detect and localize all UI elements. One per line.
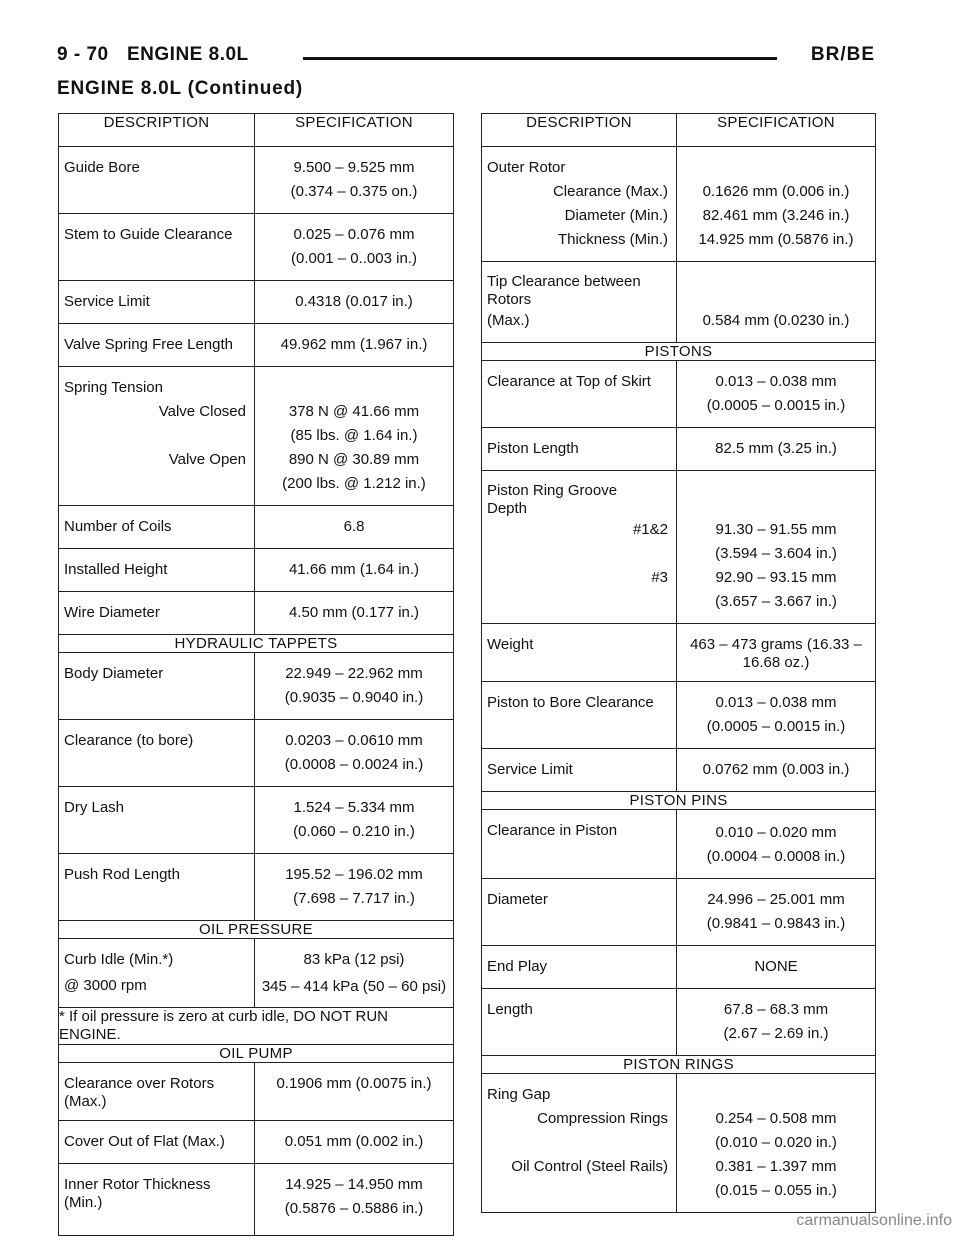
- row-value: (0.9841 – 0.9843 in.): [706, 915, 846, 932]
- table-row: [59, 1164, 454, 1236]
- note-row: [59, 1008, 454, 1045]
- col-header-description: DESCRIPTION: [482, 114, 677, 147]
- row-value: 24.996 – 25.001 mm: [707, 891, 845, 908]
- row-label: Wire Diameter: [64, 604, 160, 621]
- row-value: 91.30 – 91.55 mm: [715, 521, 837, 538]
- row-value: 14.925 – 14.950 mm: [285, 1176, 423, 1193]
- row-value: 463 – 473 grams (16.33 – 16.68 oz.): [690, 636, 862, 671]
- table-row: [59, 653, 454, 720]
- row-sublabel: #3: [651, 569, 668, 586]
- table-row: [482, 262, 876, 343]
- row-value: 0.0762 mm (0.003 in.): [702, 761, 850, 778]
- section-heading: OIL PUMP: [59, 1045, 454, 1063]
- table-row: [482, 879, 876, 946]
- row-sublabel: Oil Control (Steel Rails): [511, 1158, 668, 1175]
- row-label: Tip Clearance between Rotors: [487, 273, 641, 308]
- row-value: 82.461 mm (3.246 in.): [702, 207, 850, 224]
- page-header: [57, 44, 875, 72]
- row-label: Length: [487, 1001, 533, 1018]
- table-row: [59, 1121, 454, 1164]
- row-label: Ring Gap: [487, 1086, 551, 1103]
- row-value: (0.001 – 0..003 in.): [291, 250, 417, 267]
- row-sublabel: Clearance (Max.): [552, 183, 668, 200]
- row-value: 82.5 mm (3.25 in.): [715, 440, 837, 457]
- table-row: [482, 946, 876, 989]
- section-title: ENGINE 8.0L: [127, 44, 249, 65]
- row-sublabel: Compression Rings: [537, 1110, 668, 1127]
- section-heading: PISTON RINGS: [482, 1056, 876, 1074]
- table-row: [482, 682, 876, 749]
- row-value: 22.949 – 22.962 mm: [285, 665, 423, 682]
- row-label: Piston to Bore Clearance: [487, 694, 654, 711]
- row-value: 0.010 – 0.020 mm: [715, 824, 837, 841]
- row-value: (0.060 – 0.210 in.): [293, 823, 415, 840]
- spec-table-left: [58, 113, 454, 1236]
- row-value: 0.025 – 0.076 mm: [293, 226, 415, 243]
- table-row: [482, 989, 876, 1056]
- oil-pressure-note: * If oil pressure is zero at curb idle, DO NOT RUN ENGINE.: [59, 1008, 454, 1045]
- row-value: 345 – 414 kPa (50 – 60 psi): [261, 978, 447, 995]
- table-row: [59, 592, 454, 635]
- table-row: [59, 974, 454, 1008]
- row-label: Installed Height: [64, 561, 168, 578]
- col-header-specification: SPECIFICATION: [677, 114, 876, 147]
- row-value: 0.0203 – 0.0610 mm: [285, 732, 423, 749]
- row-label: Diameter: [487, 891, 548, 908]
- row-label: Body Diameter: [64, 665, 164, 682]
- col-header-description: DESCRIPTION: [59, 114, 255, 147]
- row-value: 92.90 – 93.15 mm: [715, 569, 837, 586]
- row-value: 0.1906 mm (0.0075 in.): [276, 1075, 432, 1092]
- row-label: Curb Idle (Min.*): [64, 951, 174, 968]
- table-row: [482, 810, 876, 879]
- row-value: (0.0008 – 0.0024 in.): [284, 756, 424, 773]
- row-label: Piston Length: [487, 440, 579, 457]
- model-code: BR/BE: [810, 44, 875, 65]
- row-label: Service Limit: [487, 761, 573, 778]
- row-value: (200 lbs. @ 1.212 in.): [282, 475, 426, 492]
- row-value: (0.0004 – 0.0008 in.): [706, 848, 846, 865]
- row-sublabel: #1&2: [632, 521, 668, 538]
- row-value: NONE: [754, 958, 798, 975]
- row-value: 0.051 mm (0.002 in.): [284, 1133, 424, 1150]
- row-label: Clearance at Top of Skirt: [487, 373, 651, 390]
- row-label: Outer Rotor: [487, 159, 566, 176]
- table-row: [482, 1074, 876, 1213]
- table-row: [59, 854, 454, 921]
- row-value: 0.254 – 0.508 mm: [715, 1110, 837, 1127]
- section-heading: HYDRAULIC TAPPETS: [59, 635, 454, 653]
- table-header-row: [482, 114, 876, 147]
- row-value: 1.524 – 5.334 mm: [293, 799, 415, 816]
- row-value: 0.013 – 0.038 mm: [715, 373, 837, 390]
- table-row: [59, 720, 454, 787]
- table-row: [482, 624, 876, 682]
- section-row: [482, 343, 876, 361]
- row-label: Clearance in Piston: [487, 822, 618, 839]
- continued-title: ENGINE 8.0L (Continued): [57, 78, 304, 99]
- row-label: Push Rod Length: [64, 866, 180, 883]
- page-number: 9 - 70: [57, 44, 109, 65]
- row-sublabel: Thickness (Min.): [557, 231, 668, 248]
- row-value: 14.925 mm (0.5876 in.): [698, 231, 854, 248]
- row-value: 49.962 mm (1.967 in.): [280, 336, 428, 353]
- table-row: [482, 749, 876, 792]
- row-label: Piston Ring Groove Depth: [487, 482, 618, 517]
- row-value: 41.66 mm (1.64 in.): [288, 561, 420, 578]
- row-value: 195.52 – 196.02 mm: [285, 866, 423, 883]
- row-value: 378 N @ 41.66 mm: [288, 403, 420, 420]
- row-sublabel: Diameter (Min.): [564, 207, 668, 224]
- row-label: Service Limit: [64, 293, 150, 310]
- table-row: [59, 281, 454, 324]
- row-sublabel: Valve Open: [168, 451, 246, 468]
- row-value: (0.9035 – 0.9040 in.): [284, 689, 424, 706]
- section-heading: PISTON PINS: [482, 792, 876, 810]
- row-label: Spring Tension: [64, 379, 163, 396]
- col-header-specification: SPECIFICATION: [255, 114, 454, 147]
- table-row: [482, 147, 876, 262]
- row-label: Inner Rotor Thickness (Min.): [64, 1176, 211, 1211]
- row-value: 890 N @ 30.89 mm: [288, 451, 420, 468]
- row-value: (85 lbs. @ 1.64 in.): [290, 427, 418, 444]
- row-label: Clearance over Rotors (Max.): [64, 1075, 215, 1110]
- section-row: [482, 792, 876, 810]
- table-row: [59, 1063, 454, 1121]
- table-row: [482, 428, 876, 471]
- watermark: carmanualsonline.info: [796, 1212, 952, 1229]
- section-row: [59, 1045, 454, 1063]
- row-value: 0.381 – 1.397 mm: [715, 1158, 837, 1175]
- table-row: [59, 214, 454, 281]
- row-value: 0.1626 mm (0.006 in.): [702, 183, 850, 200]
- row-value: (0.5876 – 0.5886 in.): [284, 1200, 424, 1217]
- table-row: [59, 506, 454, 549]
- row-value: 0.4318 (0.017 in.): [295, 293, 413, 310]
- table-row: [59, 147, 454, 214]
- row-value: (2.67 – 2.69 in.): [723, 1025, 829, 1042]
- section-row: [59, 921, 454, 939]
- row-value: 9.500 – 9.525 mm: [293, 159, 415, 176]
- row-label: @ 3000 rpm: [64, 977, 147, 994]
- row-label: End Play: [487, 958, 548, 975]
- table-row: [59, 549, 454, 592]
- header-rule: [303, 57, 777, 60]
- table-row: [59, 324, 454, 367]
- row-label: Valve Spring Free Length: [64, 336, 233, 353]
- table-row: [59, 787, 454, 854]
- row-value: 0.584 mm (0.0230 in.): [702, 312, 850, 329]
- section-heading: OIL PRESSURE: [59, 921, 454, 939]
- section-heading: PISTONS: [482, 343, 876, 361]
- row-label: Number of Coils: [64, 518, 172, 535]
- row-value: (0.010 – 0.020 in.): [715, 1134, 837, 1151]
- row-label: Clearance (to bore): [64, 732, 194, 749]
- table-row: [482, 471, 876, 624]
- row-label: Weight: [487, 636, 534, 653]
- row-value: (0.0005 – 0.0015 in.): [706, 718, 846, 735]
- row-label: Guide Bore: [64, 159, 140, 176]
- row-value: (0.015 – 0.055 in.): [715, 1182, 837, 1199]
- row-label: Dry Lash: [64, 799, 125, 816]
- row-value: (0.0005 – 0.0015 in.): [706, 397, 846, 414]
- row-value: 6.8: [343, 518, 365, 535]
- section-row: [59, 635, 454, 653]
- row-value: (3.594 – 3.604 in.): [715, 545, 837, 562]
- section-row: [482, 1056, 876, 1074]
- row-label: Stem to Guide Clearance: [64, 226, 233, 243]
- row-value: 83 kPa (12 psi): [303, 951, 405, 968]
- spec-table-right: [481, 113, 876, 1213]
- row-value: 0.013 – 0.038 mm: [715, 694, 837, 711]
- row-value: (0.374 – 0.375 on.): [290, 183, 418, 200]
- table-row: [59, 367, 454, 506]
- row-label: Cover Out of Flat (Max.): [64, 1133, 225, 1150]
- table-row: [59, 939, 454, 975]
- table-header-row: [59, 114, 454, 147]
- row-value: 4.50 mm (0.177 in.): [288, 604, 420, 621]
- row-value: 67.8 – 68.3 mm: [723, 1001, 829, 1018]
- table-row: [482, 361, 876, 428]
- row-value: (7.698 – 7.717 in.): [293, 890, 415, 907]
- row-label: (Max.): [487, 312, 530, 329]
- row-sublabel: Valve Closed: [158, 403, 246, 420]
- row-value: (3.657 – 3.667 in.): [715, 593, 837, 610]
